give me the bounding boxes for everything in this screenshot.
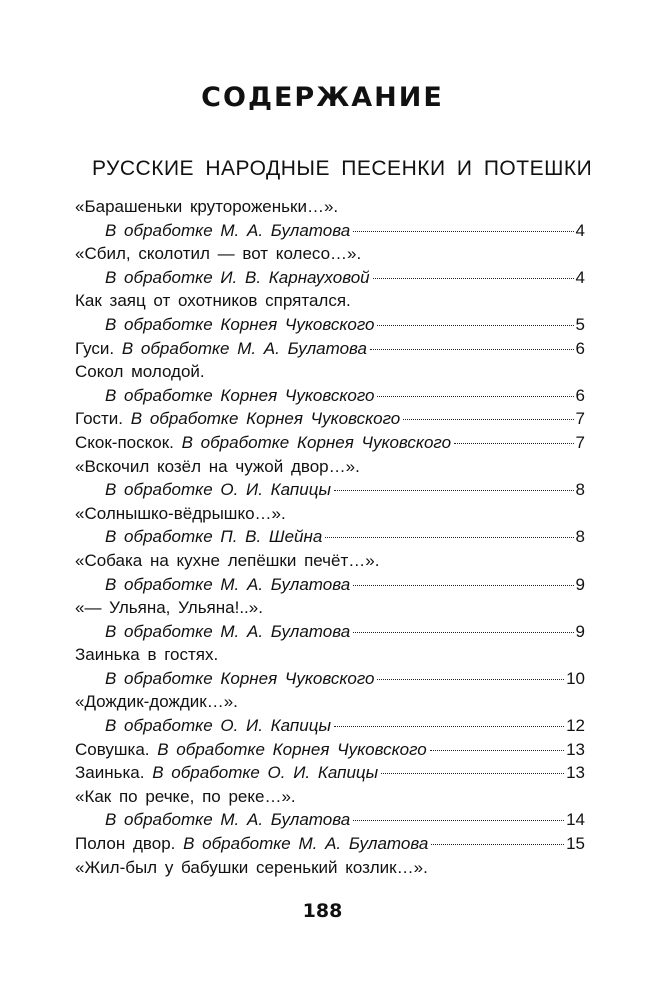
toc-entry-title: «Барашеньки крутороженьки…».	[75, 197, 339, 216]
toc-entry-text	[75, 242, 361, 266]
toc-entry-editor: В обработке М. А. Булатова	[121, 338, 368, 358]
toc-entry	[75, 620, 585, 644]
toc-entry-editor: В обработке О. И. Капицы	[152, 763, 379, 783]
toc-entry-title: Скок-поскок.	[75, 432, 182, 452]
toc-entry-page: 6	[575, 385, 585, 405]
toc-entry-page: 8	[575, 480, 585, 500]
toc-entry	[75, 455, 585, 479]
toc-entry	[75, 856, 585, 880]
toc-entry-page: 6	[575, 338, 585, 358]
toc-entry-text	[105, 573, 350, 597]
toc-entry-text	[75, 738, 427, 762]
toc-entry-editor: В обработке Корнея Чуковского	[105, 668, 375, 688]
toc-entry-title: «Дождик-дождик…».	[75, 692, 238, 712]
toc-entry	[75, 337, 585, 361]
dot-leader	[377, 679, 564, 680]
toc-entry-text	[105, 478, 331, 502]
toc-entry-page: 7	[575, 432, 585, 452]
toc-entry-page: 14	[566, 810, 585, 830]
toc-entry-text	[75, 785, 296, 809]
toc-entry-title: Совушка.	[75, 739, 158, 759]
toc-entry	[75, 738, 585, 762]
toc-entry-title: Заинька.	[75, 763, 153, 783]
toc-entry	[75, 289, 585, 313]
dot-leader	[353, 231, 573, 232]
toc-entry	[75, 313, 585, 337]
toc-entry-text	[105, 525, 322, 549]
toc-entry-editor: В обработке Корнея Чуковского	[105, 385, 375, 405]
toc-entry	[75, 384, 585, 408]
toc-entry	[75, 690, 585, 714]
toc-entry	[75, 266, 585, 290]
toc-entry-title: Сокол молодой.	[75, 362, 205, 382]
toc-entry-title: «Вскочил козёл на чужой двор…».	[75, 456, 360, 476]
toc-entry	[75, 573, 585, 597]
toc-entry-page: 9	[575, 574, 585, 594]
table-of-contents	[75, 195, 585, 879]
toc-entry-title: Гости.	[75, 409, 131, 429]
dot-leader	[431, 844, 564, 845]
toc-entry-text	[75, 337, 367, 361]
toc-entry-editor: В обработке П. В. Шейна	[105, 527, 323, 547]
toc-entry-text	[75, 289, 351, 313]
toc-entry-page: 8	[575, 527, 585, 547]
toc-entry-text	[75, 502, 286, 526]
toc-entry-page: 13	[566, 763, 585, 783]
dot-leader	[381, 773, 564, 774]
toc-entry	[75, 643, 585, 667]
toc-entry-editor: В обработке Корнея Чуковского	[181, 432, 452, 452]
toc-entry-page: 12	[566, 716, 585, 736]
toc-entry-page: 4	[575, 267, 585, 287]
toc-entry-page: 9	[575, 621, 585, 641]
toc-entry-editor: В обработке М. А. Булатова	[183, 834, 429, 854]
toc-entry-text	[75, 690, 238, 714]
toc-entry-text	[105, 667, 374, 691]
dot-leader	[377, 396, 573, 397]
toc-entry	[75, 832, 585, 856]
toc-entry-text	[75, 832, 428, 856]
toc-entry-title: «Сбил, сколотил — вот колесо…».	[75, 244, 362, 264]
toc-entry-text	[105, 384, 374, 408]
toc-entry	[75, 714, 585, 738]
toc-entry-editor: В обработке О. И. Капицы	[105, 480, 331, 500]
toc-entry-text	[75, 455, 360, 479]
toc-entry-text	[105, 266, 370, 290]
toc-entry	[75, 525, 585, 549]
toc-entry-title: «Жил-был у бабушки серенький козлик…».	[75, 857, 428, 877]
toc-entry-editor: В обработке Корнея Чуковского	[105, 314, 375, 334]
toc-entry-editor: В обработке И. В. Карнауховой	[105, 267, 370, 287]
toc-entry	[75, 431, 585, 455]
toc-entry-title: Гуси.	[75, 338, 122, 358]
toc-entry	[75, 219, 585, 243]
toc-entry	[75, 478, 585, 502]
dot-leader	[334, 726, 564, 727]
toc-entry-text	[75, 856, 428, 880]
toc-entry-title: «Собака на кухне лепёшки печёт…».	[75, 550, 380, 570]
toc-entry	[75, 785, 585, 809]
dot-leader	[454, 443, 573, 444]
toc-entry	[75, 502, 585, 526]
toc-entry-text	[75, 549, 379, 573]
dot-leader	[334, 490, 574, 491]
toc-entry-text	[75, 643, 218, 667]
toc-entry-text	[105, 808, 350, 832]
toc-entry-text	[75, 195, 338, 219]
toc-entry-editor: В обработке Корнея Чуковского	[130, 409, 401, 429]
toc-entry	[75, 808, 585, 832]
toc-entry-page: 10	[566, 668, 585, 688]
toc-entry-text	[75, 596, 263, 620]
section-title: РУССКИЕ НАРОДНЫЕ ПЕСЕНКИ И ПОТЕШКИ	[92, 157, 593, 180]
toc-entry-page: 7	[575, 409, 585, 429]
dot-leader	[353, 632, 573, 633]
toc-entry-title: «Солнышко-вёдрышко…».	[75, 503, 286, 523]
dot-leader	[403, 419, 573, 420]
toc-entry	[75, 360, 585, 384]
toc-entry-page: 4	[575, 220, 585, 240]
toc-entry-text	[75, 431, 451, 455]
toc-entry-page: 15	[566, 834, 585, 854]
toc-entry-text	[105, 714, 331, 738]
toc-entry	[75, 667, 585, 691]
toc-entry-text	[105, 620, 350, 644]
toc-entry	[75, 761, 585, 785]
page-number: 188	[302, 900, 343, 922]
dot-leader	[353, 585, 573, 586]
toc-entry	[75, 242, 585, 266]
toc-entry	[75, 195, 585, 219]
dot-leader	[370, 349, 574, 350]
toc-entry	[75, 407, 585, 431]
toc-entry-text	[75, 407, 400, 431]
toc-entry-editor: В обработке М. А. Булатова	[105, 810, 351, 830]
toc-entry	[75, 549, 585, 573]
toc-entry-title: «— Ульяна, Ульяна!..».	[75, 598, 263, 618]
toc-entry-editor: В обработке М. А. Булатова	[105, 621, 351, 641]
dot-leader	[377, 325, 573, 326]
toc-entry-editor: В обработке Корнея Чуковского	[157, 739, 427, 759]
dot-leader	[430, 750, 564, 751]
dot-leader	[373, 278, 574, 279]
toc-entry-text	[105, 313, 374, 337]
dot-leader	[325, 537, 573, 538]
toc-entry-text	[75, 761, 378, 785]
toc-entry-editor: В обработке М. А. Булатова	[105, 574, 351, 594]
toc-entry-title: Заинька в гостях.	[75, 645, 219, 665]
toc-entry-page: 13	[566, 739, 585, 759]
toc-entry-title: Полон двор.	[75, 834, 184, 854]
toc-entry-text	[75, 360, 205, 384]
dot-leader	[353, 820, 564, 821]
toc-entry-editor: В обработке О. И. Капицы	[105, 716, 331, 736]
toc-entry-title: Как заяц от охотников спрятался.	[75, 291, 351, 311]
toc-entry-editor: В обработке М. А. Булатова	[105, 220, 351, 240]
toc-entry	[75, 596, 585, 620]
toc-entry-page: 5	[575, 314, 585, 334]
contents-title: СОДЕРЖАНИЕ	[201, 82, 444, 113]
toc-entry-text	[105, 219, 350, 243]
toc-entry-title: «Как по речке, по реке…».	[75, 786, 296, 806]
